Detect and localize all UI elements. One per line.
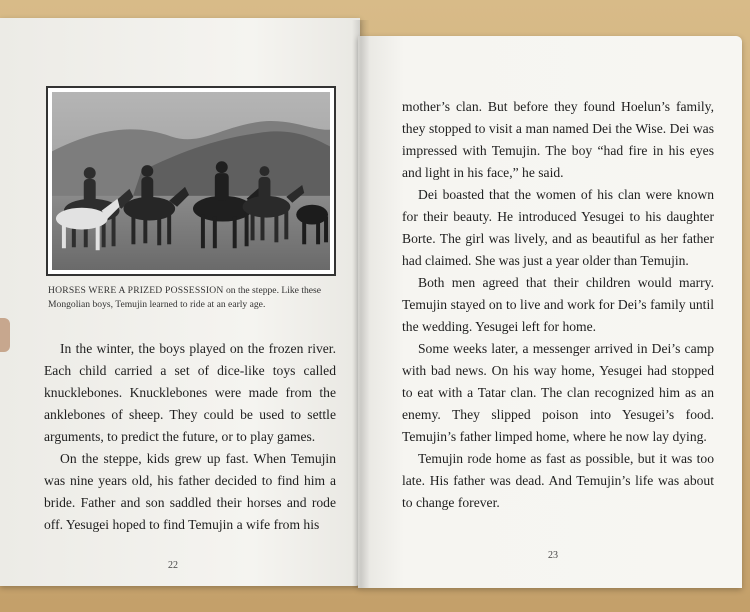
- left-page-text: [44, 338, 336, 536]
- page-number-right: 23: [548, 550, 558, 561]
- paragraph: Dei boasted that the women of his clan were known for their beauty. He introduced Yesugei to his daughter Borte. The girl was lively, and as beautiful as her father had claimed. She was just a year older than Temujin.: [402, 187, 714, 268]
- paragraph: Temujin rode home as fast as possible, but it was too late. His father was dead. And Temujin’s life was about to change forever.: [402, 451, 714, 510]
- paragraph: In the winter, the boys played on the frozen river. Each child carried a set of dice-like toys called knucklebones. Knucklebones were made from the anklebones of sheep. They could be used to settle arguments, to predict the future, or to play games.: [44, 341, 336, 444]
- paragraph: mother’s clan. But before they found Hoelun’s family, they stopped to visit a man named Dei the Wise. Dei was impressed with Temujin. The boy “had fire in his eyes and light in his face,” he said.: [402, 99, 714, 180]
- book-spine: [352, 20, 370, 588]
- page-number-left: 22: [168, 560, 178, 571]
- photo-caption: [48, 284, 338, 312]
- mongolian-horse-riders-photo: [52, 92, 330, 270]
- horse-riders-photo: [46, 86, 336, 276]
- reader-thumb: [0, 318, 10, 352]
- right-page-text: [402, 96, 714, 514]
- caption-body: on the steppe. Like these Mongolian boys, Temujin learned to ride at an early age.: [48, 285, 322, 310]
- paragraph: Both men agreed that their children would marry. Temujin stayed on to live and work for Dei’s family until the wedding. Yesugei left for home.: [402, 275, 714, 334]
- paragraph: On the steppe, kids grew up fast. When Temujin was nine years old, his father decided to find him a bride. Father and son saddled their horses and rode off. Yesugei hoped to find Temujin a wife from his: [44, 451, 336, 532]
- paragraph: Some weeks later, a messenger arrived in Dei’s camp with bad news. On his way home, Yesugei had stopped to eat with a Tatar clan. The clan recognized him as an enemy. They slipped poison into Yesugei’s food. Temujin’s father limped home, where he now lay dying.: [402, 341, 714, 444]
- caption-lead: HORSES WERE A PRIZED POSSESSION: [48, 285, 224, 296]
